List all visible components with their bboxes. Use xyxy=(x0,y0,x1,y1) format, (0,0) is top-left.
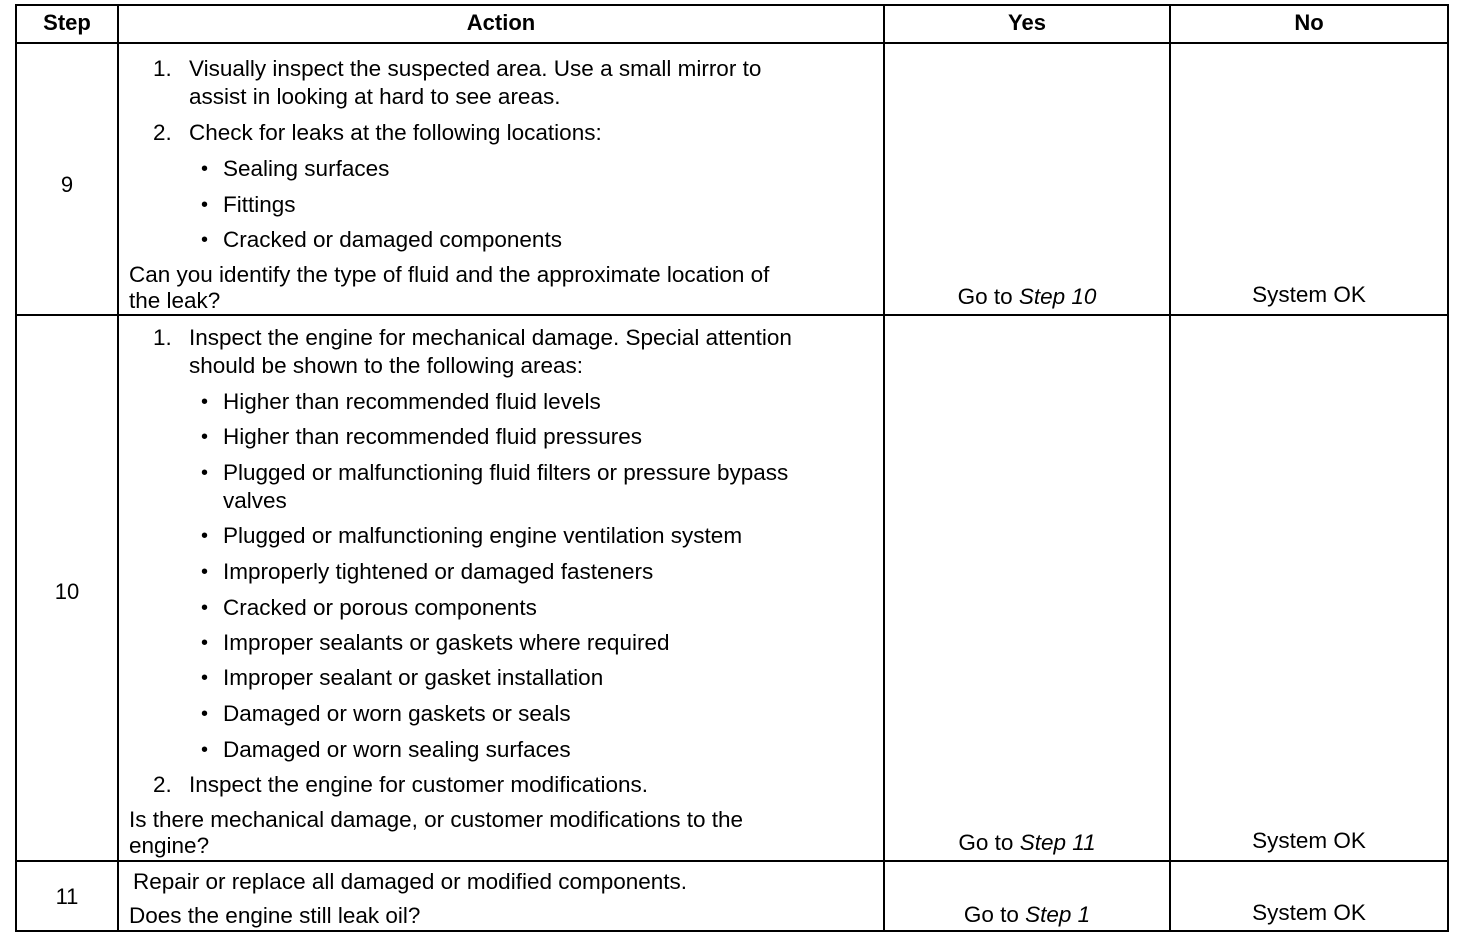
header-action: Action xyxy=(119,6,885,42)
bullet-icon: • xyxy=(201,391,209,413)
step-link: Step 10 xyxy=(1018,284,1097,309)
action-cell xyxy=(119,44,885,314)
header-yes: Yes xyxy=(885,6,1171,42)
bullet-icon: • xyxy=(201,229,209,251)
bullet-text: Plugged or malfunctioning engine ventilation system xyxy=(223,523,743,548)
yes-cell xyxy=(885,316,1171,860)
bullet-icon: • xyxy=(201,739,209,761)
no-answer: System OK xyxy=(1252,282,1366,307)
bullet-text: Improperly tightened or damaged fasteners xyxy=(223,559,654,584)
question-text: engine? xyxy=(129,833,210,858)
yes-answer: Go to Step 10 xyxy=(957,284,1097,309)
step-cell xyxy=(17,316,119,860)
bullet-icon: • xyxy=(201,462,209,484)
table-row-step-11 xyxy=(17,862,1447,930)
question-text: Is there mechanical damage, or customer modifications to the xyxy=(129,807,744,832)
bullet-text: Higher than recommended fluid pressures xyxy=(223,424,642,449)
bullet-text: valves xyxy=(223,488,287,513)
question-text: Can you identify the type of fluid and the approximate location of xyxy=(129,262,770,287)
no-answer: System OK xyxy=(1252,900,1366,925)
no-answer: System OK xyxy=(1252,828,1366,853)
list-number: 1. xyxy=(153,325,172,350)
step-number: 10 xyxy=(54,579,80,604)
action-text: Inspect the engine for mechanical damage. Special attention xyxy=(189,325,792,350)
header-step: Step xyxy=(17,6,119,42)
bullet-text: Improper sealant or gasket installation xyxy=(223,665,604,690)
table-header-row xyxy=(17,6,1447,44)
bullet-icon: • xyxy=(201,158,209,180)
bullet-text: Improper sealants or gaskets where required xyxy=(223,630,670,655)
list-number: 2. xyxy=(153,772,172,797)
step-cell xyxy=(17,44,119,314)
bullet-icon: • xyxy=(201,426,209,448)
action-text: assist in looking at hard to see areas. xyxy=(189,84,561,109)
diagnostic-table xyxy=(15,4,1449,932)
table-row-step-9 xyxy=(17,44,1447,316)
step-cell xyxy=(17,862,119,930)
bullet-text: Higher than recommended fluid levels xyxy=(223,389,601,414)
no-cell xyxy=(1171,862,1447,930)
header-no: No xyxy=(1294,10,1324,35)
bullet-icon: • xyxy=(201,525,209,547)
yes-cell xyxy=(885,862,1171,930)
action-cell xyxy=(119,862,885,930)
bullet-text: Fittings xyxy=(223,192,296,217)
bullet-icon: • xyxy=(201,632,209,654)
bullet-icon: • xyxy=(201,561,209,583)
list-number: 1. xyxy=(153,56,172,81)
no-cell xyxy=(1171,44,1447,314)
table-row-step-10 xyxy=(17,316,1447,862)
no-cell xyxy=(1171,316,1447,860)
bullet-text: Damaged or worn gaskets or seals xyxy=(223,701,571,726)
yes-answer: Go to Step 1 xyxy=(963,902,1091,927)
action-text: Inspect the engine for customer modifications. xyxy=(189,772,648,797)
bullet-icon: • xyxy=(201,703,209,725)
bullet-text: Cracked or damaged components xyxy=(223,227,562,252)
bullet-text: Cracked or porous components xyxy=(223,595,537,620)
step-number: 11 xyxy=(55,884,79,909)
step-number: 9 xyxy=(60,172,74,197)
bullet-text: Plugged or malfunctioning fluid filters or pressure bypass xyxy=(223,460,789,485)
yes-cell xyxy=(885,44,1171,314)
question-text: Does the engine still leak oil? xyxy=(129,903,421,928)
list-number: 2. xyxy=(153,120,172,145)
yes-answer: Go to Step 11 xyxy=(958,830,1096,855)
action-text: Check for leaks at the following locations: xyxy=(189,120,602,145)
bullet-text: Damaged or worn sealing surfaces xyxy=(223,737,571,762)
bullet-text: Sealing surfaces xyxy=(223,156,390,181)
bullet-icon: • xyxy=(201,667,209,689)
question-text: the leak? xyxy=(129,288,221,313)
bullet-icon: • xyxy=(201,194,209,216)
bullet-icon: • xyxy=(201,597,209,619)
action-cell xyxy=(119,316,885,860)
step-link: Step 11 xyxy=(1019,830,1096,855)
action-text: should be shown to the following areas: xyxy=(189,353,584,378)
step-link: Step 1 xyxy=(1025,902,1091,927)
action-text: Visually inspect the suspected area. Use a small mirror to xyxy=(189,56,762,81)
action-text: Repair or replace all damaged or modified components. xyxy=(133,869,688,894)
